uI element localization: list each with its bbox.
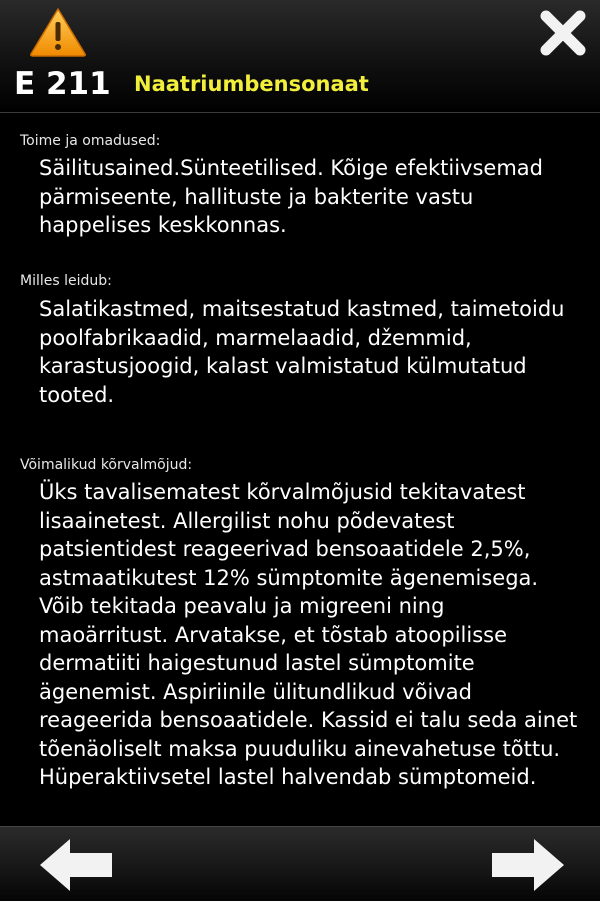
- section-text-found-in: Salatikastmed, maitsestatud kastmed, taimetoidu poolfabrikaadid, marmelaadid, džemmid, karastusjoogid, kalast valmistatud külmutatud tooted.: [39, 297, 565, 407]
- section-label-effects: Toime ja omadused:: [20, 133, 161, 149]
- arrow-right-icon[interactable]: [488, 835, 568, 895]
- section-text-effects: Säilitusained.Sünteetilised. Kõige efektiivsemad pärmiseente, hallituste ja bakterite vastu happelises keskkonnas.: [39, 156, 543, 237]
- footer-bar: [0, 826, 600, 901]
- header-bar: [0, 0, 600, 113]
- section-label-side-effects: Võimalikud kõrvalmõjud:: [20, 457, 193, 473]
- additive-name: Naatriumbensonaat: [134, 72, 369, 96]
- warning-icon: [28, 6, 88, 58]
- additive-code: E 211: [14, 66, 111, 102]
- arrow-left-icon[interactable]: [36, 835, 116, 895]
- section-label-found-in: Milles leidub:: [20, 273, 112, 289]
- content-area[interactable]: [0, 113, 600, 825]
- close-icon[interactable]: [536, 8, 590, 58]
- section-text-side-effects: Üks tavalisematest kõrvalmõjusid tekitavatest lisaainetest. Allergilist nohu põdevatest patsientidest reageerivad bensoaatidele 2,5%, astmaatikutest 12% sümptomite ägenemisega. Võib tekitada peavalu ja migreeni ning maoärritust. Arvatakse, et tõstab atoopilisse dermatiiti haigestunud lastel sümptomite ägenemist. Aspiriinile ülitundlikud võivad reageerida bensoaatidele. Kassid ei talu seda ainet tõenäoliselt maksa puuduliku ainevahetuse tõttu. Hüperaktiivsetel lastel halvendab sümptomeid.: [39, 480, 578, 789]
